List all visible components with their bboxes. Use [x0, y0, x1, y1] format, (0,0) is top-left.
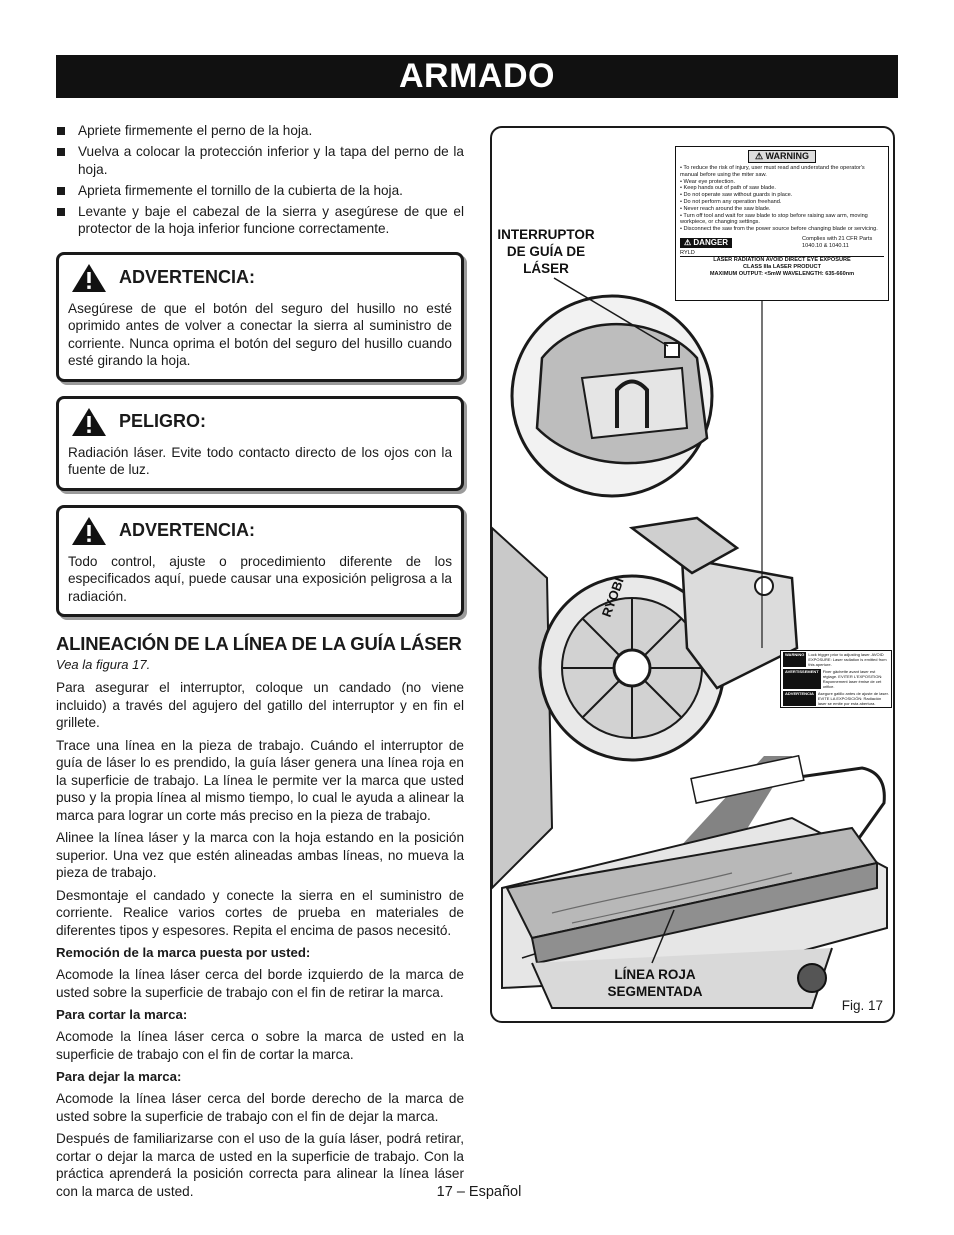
- paragraph: Para asegurar el interruptor, coloque un candado (no viene incluido) a través del agujero del gatillo del interruptor y en fin el grillete.: [56, 680, 464, 730]
- warning-box-text: Todo control, ajuste o procedimiento diferente de los especificados aquí, puede causar una exposición peligrosa a la radiación.: [68, 553, 452, 604]
- bullet-item: Aprieta firmemente el tornillo de la cubierta de la hoja.: [56, 182, 464, 200]
- section-heading: ALINEACIÓN DE LA LÍNEA DE LA GUÍA LÁSER: [56, 633, 462, 654]
- warning-box-spindle: [56, 252, 464, 382]
- figure-reference: Vea la figura 17.: [56, 657, 151, 672]
- page-banner-title: ARMADO: [56, 55, 898, 98]
- paragraph: Trace una línea en la pieza de trabajo. Cuándo el interruptor de guía de láser lo es prendido, la guía láser genera una línea roja en la superficie de trabajo. La línea le permite ver la marca que usted puso y la propia línea al mismo tiempo, lo cual le ayuda a alinear la marca para lograr un corte más preciso en la pieza de trabajo.: [56, 737, 464, 823]
- label-segmented-red-line: LÍNEA ROJA SEGMENTADA: [607, 967, 703, 999]
- page-number: 17 – Español: [436, 1184, 522, 1200]
- left-column: [56, 122, 464, 1205]
- small-warning-text: Lock trigger prior to adjusting laser. AVOID EXPOSURE: Laser radiation is emitted from this aperture.: [808, 652, 887, 667]
- warning-line: • Disconnect the saw from the power source before changing blade or servicing.: [680, 226, 878, 233]
- paragraph: Acomode la línea láser cerca o sobre la marca de usted en la superficie de trabajo con el fin de cortar la marca.: [56, 1029, 464, 1062]
- warning-line: • Turn off tool and wait for saw blade to stop before raising saw arm, moving workpiece, or changing settings.: [680, 212, 868, 226]
- paragraph: Alinee la línea láser y la marca con la hoja estando en la posición superior. Una vez que estén alineadas ambas líneas, no mueva la pieza de trabajo.: [56, 830, 464, 880]
- danger-tag: DANGER: [693, 237, 729, 247]
- laser-class-text: CLASS IIIa LASER PRODUCT: [742, 264, 821, 271]
- paragraph: Después de familiarizarse con el uso de la guía láser, podrá retirar, cortar o dejar la marca de usted en la superficie de trabajo. Con la práctica aprenderá la posición correcta para alinear la línea láser con la marca de usted.: [56, 1131, 464, 1199]
- danger-box-text: Radiación láser. Evite todo contacto directo de los ojos con la fuente de luz.: [68, 444, 452, 477]
- bullet-item: Vuelva a colocar la protección inferior y la tapa del perno de la hoja.: [56, 143, 464, 178]
- paragraph: Acomode la línea láser cerca del borde izquierdo de la marca de usted sobre la superficie de trabajo con el fin de retirar la marca.: [56, 967, 464, 1000]
- laser-aperture-label: [780, 650, 892, 708]
- label-laser-switch: INTERRUPTOR DE GUÍA DE LÁSER: [497, 227, 595, 276]
- danger-box-laser: [56, 396, 464, 491]
- warning-line: • Wear eye protection.: [680, 178, 736, 185]
- ryld-text: RYLD: [680, 249, 695, 256]
- instruction-bullet-list: [56, 122, 464, 238]
- warning-box-title: ADVERTENCIA:: [119, 267, 256, 287]
- subheading-remove-mark: Remoción de la marca puesta por usted:: [56, 945, 311, 960]
- warning-line: • Never reach around the saw blade.: [680, 205, 771, 212]
- small-warning-tag: WARNING: [783, 652, 806, 667]
- small-adv-text: Asegure gatillo antes de ajuste de laser. EVITE LA EXPOSICIÓN: Radiación laser se emite por esta abertura.: [817, 691, 889, 706]
- warning-box-text: Asegúrese de que el botón del seguro del husillo no esté oprimido antes de volver a conectar la sierra al suministro de corriente. Nunca oprima el botón del seguro del husillo cuando esté girando la hoja.: [68, 300, 452, 368]
- warning-box-radiation: [56, 505, 464, 618]
- warning-box-title: ADVERTENCIA:: [119, 520, 256, 540]
- page-footer: [0, 1184, 954, 1200]
- small-avert-text: Fixer gâchette avant laser est réglage. EVITER L'EXPOSITION: Rayonnement laser émise de cet orifice.: [822, 669, 883, 689]
- saw-warning-label: ⚠ WARNING • To reduce the risk of injury, user must read and understand the operator's manual before using the miter saw. • Wear eye protection. • Keep hands out of path of saw blade. • Do not operate saw without guards in place. • Do not perform any operation freehand. • Never reach around the saw blade. • Turn off tool and wait for saw blade to stop before raising saw arm, moving workpiece, or changing settings. • Disconnect the saw from the power source before changing blade or servicing. ⚠ DANGER Complies with 21 CFR Parts 1040.10 & 1040.11 RYLD LASER RADIATION AVOID DIRECT EYE EXPOSURE CLASS IIIa LASER PRODUCT MAXIMUM OUTPUT: <5mW WAVELENGTH: 635-660nm: [675, 146, 889, 301]
- small-avert-tag: AVERTISSEMENT: [783, 669, 821, 689]
- laser-max-output-text: MAXIMUM OUTPUT: <5mW WAVELENGTH: 635-660nm: [709, 270, 855, 277]
- warning-label-header: WARNING: [765, 151, 810, 161]
- warning-line: • To reduce the risk of injury, user must read and understand the operator's manual before using the miter saw.: [680, 165, 865, 178]
- danger-box-title: PELIGRO:: [119, 411, 207, 431]
- warning-triangle-icon: [71, 516, 107, 546]
- laser-avoid-text: LASER RADIATION AVOID DIRECT EYE EXPOSURE: [680, 256, 884, 264]
- small-adv-tag: ADVERTENCIA: [783, 691, 816, 706]
- complies-text: Complies with 21 CFR Parts 1040.10 & 1040.11: [802, 235, 873, 249]
- subheading-leave-mark: Para dejar la marca:: [56, 1069, 182, 1084]
- laser-alignment-section: [56, 633, 464, 1200]
- warning-line: • Keep hands out of path of saw blade.: [680, 185, 776, 192]
- warning-triangle-icon: [71, 263, 107, 293]
- saw-brand-text: RYOBI: [598, 575, 627, 620]
- bullet-item: Levante y baje el cabezal de la sierra y asegúrese de que el protector de la hoja inferior funcione correctamente.: [56, 203, 464, 238]
- paragraph: Acomode la línea láser cerca del borde derecho de la marca de usted sobre la superficie de trabajo con el fin de dejar la marca.: [56, 1091, 464, 1124]
- warning-triangle-icon: [71, 407, 107, 437]
- figure-caption: Fig. 17: [841, 998, 883, 1013]
- warning-line: • Do not operate saw without guards in place.: [680, 192, 793, 199]
- bullet-item: Apriete firmemente el perno de la hoja.: [56, 122, 464, 140]
- subheading-cut-mark: Para cortar la marca:: [56, 1007, 188, 1022]
- figure-17-panel: [490, 126, 895, 1023]
- warning-line: • Do not perform any operation freehand.: [680, 198, 782, 205]
- paragraph: Desmontaje el candado y conecte la sierra en el suministro de corriente. Realice varios cortes de prueba en materiales de diferentes tipos y espesores. Repita el encima de pasos necesitó.: [56, 887, 464, 938]
